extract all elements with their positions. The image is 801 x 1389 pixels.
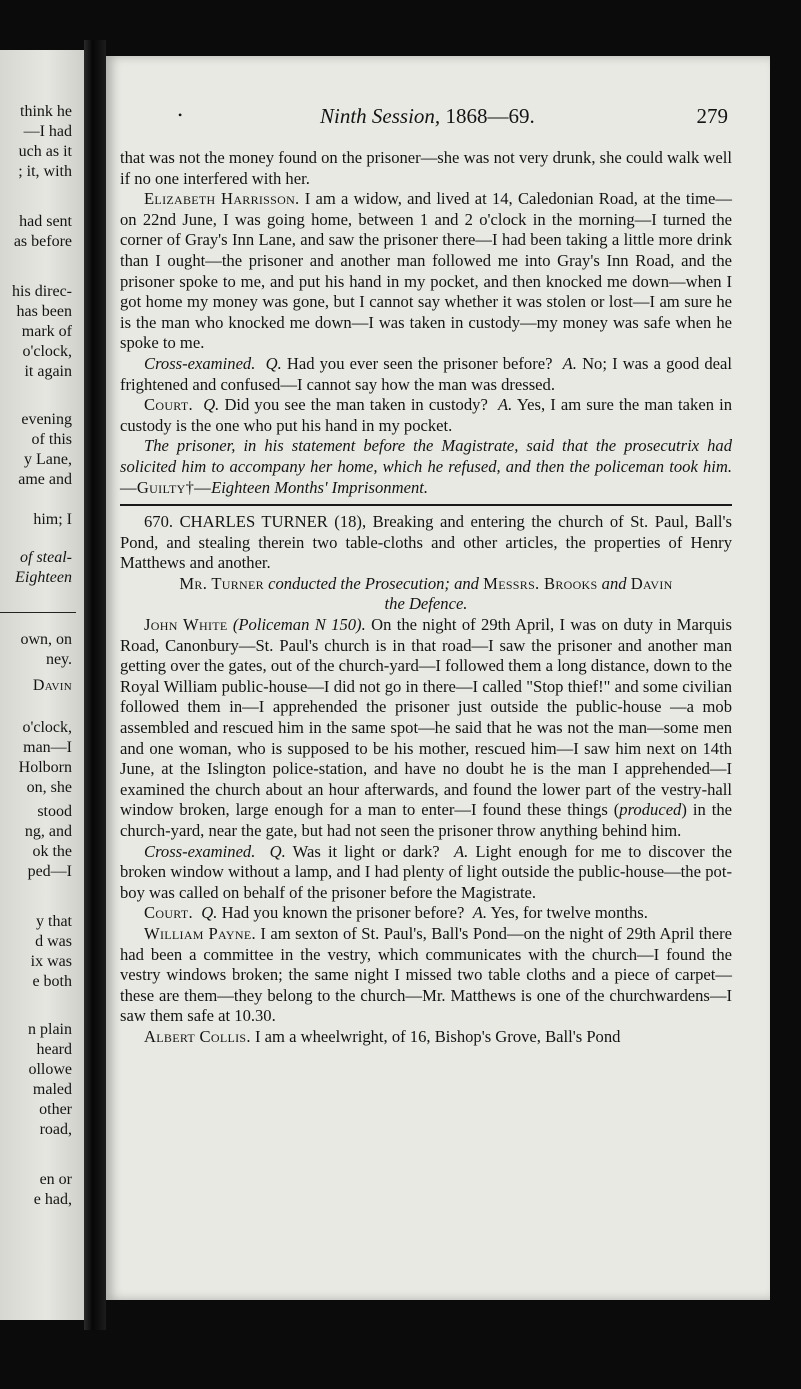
facing-page-line: stood: [37, 803, 72, 820]
facing-page-line: ollowe: [28, 1061, 72, 1078]
facing-page-line: had sent: [19, 213, 72, 230]
paragraph: Cross-examined. Q. Was it light or dark? A. Light enough for me to discover the broken window without a lamp, and I had plenty of light outside the public-house—the pot-boy was called on behalf of the prisoner before the Magistrate.: [120, 841, 733, 902]
court-label: Court.: [144, 395, 193, 415]
witness-name: John White: [144, 615, 228, 635]
cross-examined-label: Cross-examined.: [144, 353, 256, 373]
sentence: Eighteen Months' Imprisonment.: [211, 477, 428, 497]
facing-page-line: Holborn: [18, 759, 72, 776]
facing-page-rule: [0, 612, 76, 613]
witness-name: Elizabeth Harrisson.: [144, 189, 300, 209]
running-head: Ninth Session, 1868—69.: [320, 104, 535, 128]
book-gutter: [84, 40, 106, 1330]
facing-page-line: mark of: [21, 323, 72, 340]
facing-page-line: evening: [21, 411, 72, 428]
facing-page-line: y that: [36, 913, 72, 930]
facing-page-line: Davin: [32, 677, 72, 694]
facing-page-line: e both: [32, 973, 72, 990]
facing-page-line: ; it, with: [18, 163, 72, 180]
facing-page-line: ok the: [32, 843, 72, 860]
witness-name: Albert Collis.: [144, 1026, 251, 1046]
facing-page-line: d was: [35, 933, 72, 950]
paragraph: that was not the money found on the prisoner—she was not very drunk, she could walk well if no one interfered with her.: [120, 148, 732, 188]
page-number: 279: [696, 104, 728, 128]
verdict-paragraph: The prisoner, in his statement before the Magistrate, said that the prosecutrix had solicited him to accompany her home, which he refused, and then the policeman took him.—Guilty†—Eighteen Months' Imprisonment.: [120, 436, 732, 497]
session-years: 1868—69.: [445, 104, 535, 128]
facing-page-line: think he: [20, 103, 72, 120]
paragraph: William Payne. I am sexton of St. Paul's, Ball's Pond—on the night of 29th April there had been a committee in the vestry, which communicates with the church—I found the vestry windows broken; the same night I missed two table cloths and a piece of carpet—these are them—they belong to the church—Mr. Matthews is one of the churchwardens—I saw them safe at 10.30.: [120, 923, 732, 1026]
facing-page-line: n plain: [28, 1021, 72, 1038]
facing-page-line: uch as it: [18, 143, 72, 160]
facing-page-line: e had,: [33, 1191, 72, 1208]
facing-page-line: him; I: [33, 511, 72, 528]
facing-page-line: other: [39, 1101, 72, 1118]
facing-page-line: his direc-: [12, 283, 72, 300]
facing-page-line: heard: [36, 1041, 72, 1058]
paragraph: Albert Collis. I am a wheelwright, of 16, Bishop's Grove, Ball's Pond: [144, 1026, 621, 1046]
paragraph: Court. Q. Had you known the prisoner before? A. Yes, for twelve months.: [144, 903, 648, 923]
header-dot: •: [178, 108, 183, 122]
verdict: —Guilty†—: [120, 477, 212, 497]
facing-page-line: man—I: [23, 739, 72, 756]
case-divider: [120, 504, 732, 506]
facing-page-fragment: [0, 50, 84, 1320]
page-header: [106, 104, 770, 134]
facing-page-line: o'clock,: [22, 343, 72, 360]
paragraph: John White (Policeman N 150). On the night of 29th April, I was on duty in Marquis Road, Canonbury—St. Paul's church is in that road—I saw the prisoner and another man getting over the gates, out of the church-yard—I followed them a long distance, down to the Royal William public-house—I did not go in there—I called "Stop thief!" and some civilian followed them in—I apprehended the prisoner just outside the public-house —a mob assembled and rescued him in the same spot—he said that he was not the man—some men and one woman, who is supposed to be his mother, rescued him—I saw him next on 14th June, at the Islington police-station, and have no doubt he is the man I apprehended—I examined the church about an hour afterwards, and found the lower part of the vestry-hall window broken, large enough for a man to enter—I found these things (produced) in the church-yard, near the gate, but had not seen the prisoner throw anything behind him.: [120, 615, 732, 840]
book-page: [106, 56, 770, 1300]
facing-page-line: it again: [24, 363, 72, 380]
counsel-line: Mr. Turner conducted the Prosecution; and Messrs. Brooks and Davin the Defence.: [179, 573, 673, 614]
witness-name: William Payne.: [144, 923, 256, 943]
facing-page-line: ix was: [30, 953, 72, 970]
paragraph: Cross-examined. Q. Had you ever seen the prisoner before? A. No; I was a good deal frightened and confused—I cannot say how the man was dressed.: [120, 353, 733, 394]
facing-page-line: as before: [13, 233, 72, 250]
facing-page-line: own, on: [20, 631, 72, 648]
facing-page-line: of steal-: [20, 549, 72, 566]
facing-page-line: road,: [39, 1121, 72, 1138]
cross-examined-label: Cross-examined.: [144, 841, 256, 861]
court-label: Court.: [144, 903, 193, 923]
body-text: [120, 148, 732, 1048]
facing-page-line: ped—I: [27, 863, 72, 880]
facing-page-line: Eighteen: [15, 569, 72, 586]
facing-page-line: y Lane,: [24, 451, 72, 468]
case-heading: 670. CHARLES TURNER (18), Breaking and entering the church of St. Paul, Ball's Pond, and stealing therein two table-cloths and other articles, the properties of Henry Matthews and another.: [120, 512, 732, 573]
paragraph: Court. Q. Did you see the man taken in custody? A. Yes, I am sure the man taken in custody is the one who put his hand in my pocket.: [120, 395, 733, 435]
facing-page-line: of this: [31, 431, 72, 448]
facing-page-line: has been: [16, 303, 72, 320]
case-number-name: 670. CHARLES TURNER: [144, 512, 328, 532]
facing-page-line: en or: [39, 1171, 72, 1188]
facing-page-line: o'clock,: [22, 719, 72, 736]
facing-page-line: ng, and: [24, 823, 72, 840]
paragraph: Elizabeth Harrisson. I am a widow, and lived at 14, Caledonian Road, at the time—on 22nd June, I was going home, between 1 and 2 o'clock in the morning—I turned the corner of Gray's Inn Lane, and saw the prisoner there—I had been taking a little more drink than I ought—the prisoner and another man followed me into Gray's Inn Road, and the prisoner spoke to me, and put his hand in my pocket, and then knocked me down—when I got home my money was gone, but I cannot say whether it was stolen or lost—I am sure he is the man who knocked me down—I was taken in custody—my money was safe when he spoke to me.: [120, 189, 732, 353]
facing-page-line: —I had: [23, 123, 72, 140]
facing-page-line: ney.: [45, 651, 72, 668]
facing-page-line: maled: [32, 1081, 72, 1098]
facing-page-line: on, she: [26, 779, 72, 796]
facing-page-line: ame and: [18, 471, 72, 488]
